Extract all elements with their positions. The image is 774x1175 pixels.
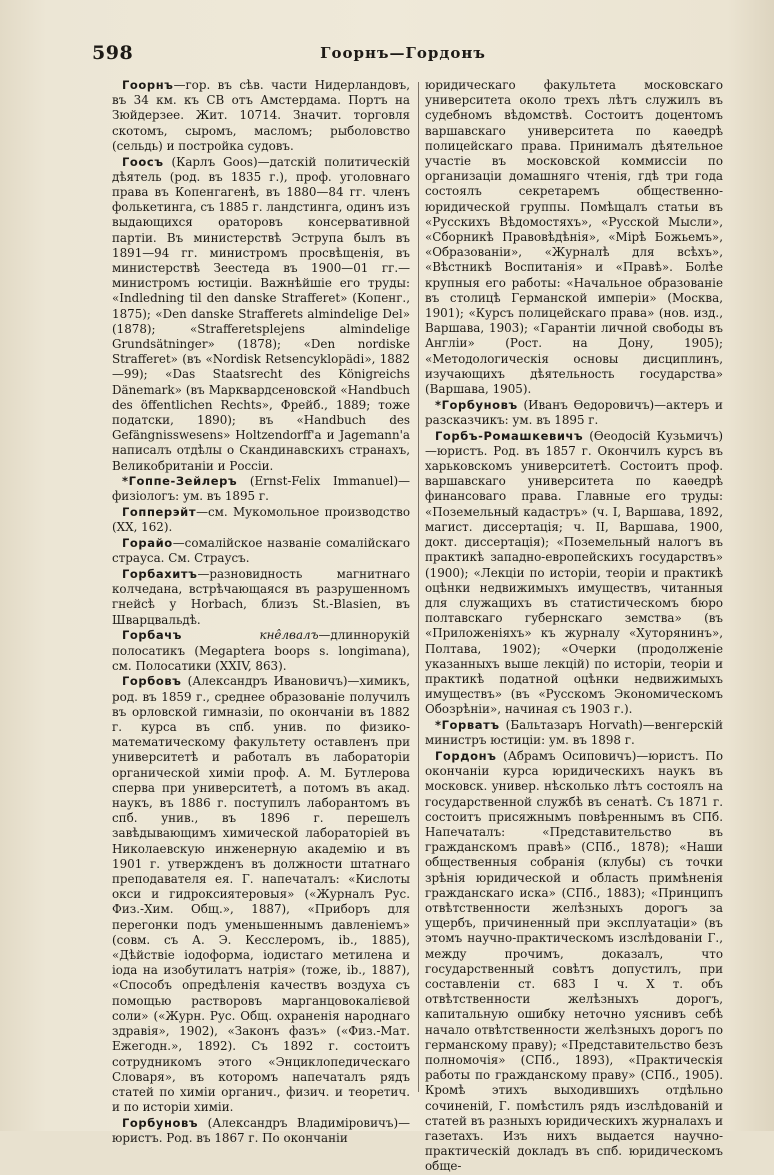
dictionary-entry bbox=[425, 749, 723, 1175]
page-header bbox=[92, 42, 714, 72]
dictionary-entry bbox=[112, 674, 410, 1115]
entry-text: юридическаго факультета московскаго университета около трехъ лѣтъ служилъ въ судебномъ вѣдомствѣ. Состоитъ доцентомъ варшавскаго университета по каѳедрѣ полицейскаго права. Принималъ дѣятельное участіе въ московской коммиссіи по организаціи домашняго чтенія, гдѣ три года состоялъ секретаремъ общественно-юридической группы. Помѣщалъ статьи въ «Русскихъ Вѣдомостяхъ», «Русской Мысли», «Сборникѣ Правовѣдѣнія», «Мірѣ Божьемъ», «Образованіи», «Журналѣ для всѣхъ», «Вѣстникѣ Воспитанія» и «Правѣ». Болѣе крупныя его работы: «Начальное образованіе въ столицѣ Германской имперіи» (Москва, 1901); «Курсъ полицейскаго права» (нов. изд., Варшава, 1903); «Гарантіи личной свободы въ Англіи» (Рост. на Дону, 1905); «Методологическія основы дисциплинъ, изучающихъ дѣятельность государства» (Варшава, 1905). bbox=[425, 78, 723, 397]
dictionary-entry bbox=[112, 155, 410, 474]
left-column bbox=[112, 78, 410, 1146]
dictionary-entry bbox=[425, 429, 723, 718]
entry-text: —длиннорукій полосатикъ (Megaptera boops s. longimana), см. Полосатики (XXIV, 863). bbox=[112, 628, 410, 673]
text-columns bbox=[112, 78, 737, 1174]
dictionary-entry bbox=[112, 536, 410, 566]
entry-headword: Гопперэйт bbox=[122, 505, 197, 520]
entry-text: —см. Мукомольное производство (XX, 162). bbox=[112, 505, 410, 535]
entry-headword: *Гоппе-Зейлеръ bbox=[122, 474, 238, 489]
dictionary-entry bbox=[425, 78, 723, 397]
entry-text: (Абрамъ Осиповичъ)—юристъ. По окончаніи курса юридическихъ наукъ въ московск. универ. нѣсколько лѣтъ состоялъ на государственной службѣ въ сенатѣ. Съ 1871 г. состоитъ присяжнымъ повѣреннымъ въ СПб. Напечаталъ: «Представительство въ гражданскомъ правѣ» (СПб., 1878); «Наши общественныя собранія (клубы) съ точки зрѣнія юридической и область примѣненія гражданскаго иска» (СПб., 1883); «Принципъ отвѣтственности желѣзныхъ дорогъ за ущербъ, причиненный при эксплуатаціи» (въ этомъ научно-практическомъ изслѣдованіи Г., между прочимъ, доказалъ, что государственный совѣтъ допустилъ, при составленіи ст. 683 I ч. X т. объ отвѣтственности желѣзныхъ дорогъ, капитальную ошибку неточно уяснивъ себѣ начало отвѣтственности желѣзныхъ дорогъ по германскому праву); «Представительство безъ полномочія» (СПб., 1893), «Практическія работы по гражданскому праву» (СПб., 1905). Кромѣ этихъ выходившихъ отдѣльно сочиненій, Г. помѣстилъ рядъ изслѣдованій и статей въ разныхъ юридическихъ журналахъ и газетахъ. Изъ нихъ выдается научно-практическій докладъ въ спб. юридическомъ обще- bbox=[425, 748, 723, 1174]
entry-text: (Ernst-Felix Immanuel)—физіологъ: ум. въ 1895 г. bbox=[112, 474, 410, 504]
entry-headword: Гордонъ bbox=[435, 748, 497, 763]
dictionary-entry bbox=[112, 78, 410, 154]
entry-text: —разновидность магнитнаго колчедана, встрѣчающаяся въ разрушенномъ гнейсѣ у Horbach, близъ St.-Blasien, въ Шварцвальдѣ. bbox=[112, 567, 410, 627]
entry-headword: *Горватъ bbox=[435, 718, 500, 733]
dictionary-entry bbox=[112, 1116, 410, 1146]
entry-headword: Горбъ-Ромашкевичъ bbox=[435, 428, 584, 443]
entry-headword: Горбовъ bbox=[122, 674, 182, 689]
entry-gloss: кнêлвалъ bbox=[182, 628, 319, 643]
entry-text: (Александръ Владиміровичъ)—юристъ. Род. въ 1867 г. По окончаніи bbox=[112, 1115, 410, 1146]
column-divider bbox=[418, 82, 419, 1092]
dictionary-entry bbox=[112, 628, 410, 674]
entry-text: (Ѳеодосій Кузьмичъ)—юристъ. Род. въ 1857 г. Окончилъ курсъ въ харьковскомъ университетѣ. Состоитъ проф. варшавскаго университета по каѳедрѣ финансоваго права. Главные его труды: «Поземельный кадастръ» (ч. I, Варшава, 1892, магист. диссертація; ч. II, Варшава, 1900, докт. диссертація); «Поземельный налогъ въ практикѣ западно-европейскихъ государствъ» (1900); «Лекціи по исторіи, теоріи и практикѣ оцѣнки недвижимыхъ имуществъ, читанныя для служащихъ въ статистическомъ бюро полтавскаго губернскаго земства» (въ «Приложеніяхъ» къ журналу «Хуторянинъ», Полтава, 1902); «Очерки (продолженіе указанныхъ выше лекцій) по исторіи, теоріи и практикѣ податной оцѣнки недвижимыхъ имуществъ» (въ «Русскомъ Экономическомъ Обозрѣніи», начиная съ 1903 г.). bbox=[425, 428, 723, 717]
dictionary-entry bbox=[112, 567, 410, 628]
entry-text: (Карлъ Goos)—датскій политическій дѣятель (род. въ 1835 г.), проф. уголовнаго права въ Копенгагенѣ, въ 1880—84 гг. членъ фолькетинга, съ 1885 г. ландстинга, одинъ изъ выдающихся ораторовъ консервативной партіи. Въ министерствѣ Эструпа былъ въ 1891—94 гг. министромъ просвѣщенія, въ министерствѣ Зеестеда въ 1900—01 гг.—министромъ юстиціи. Важнѣйшіе его труды: «Indledning til den danske Strafferet» (Копенг., 1875); «Den danske Strafferets almindelige Del» (1878); «Strafferetsplejens almindelige Grundsätninger» (1878); «Den nordiske Strafferet» (въ «Nordisk Retsencyklopädi», 1882—99); «Das Staatsrecht des Königreichs Dänemark» (въ Марквардсеновской «Handbuch des öffentlichen Rechts», Фрейб., 1889; тоже податски, 1890); въ «Handbuch des Gefängnisswesens» Holtzendorff'а и Jagemann'а написалъ отдѣлы о Скандинавскихъ странахъ, Великобританіи и Россіи. bbox=[112, 154, 410, 473]
entry-headword: Горайо bbox=[122, 536, 173, 551]
entry-headword: Горбуновъ bbox=[122, 1115, 199, 1130]
entry-headword: Гоорнъ bbox=[122, 78, 174, 92]
entry-text: —гор. въ сѣв. части Нидерландовъ, въ 34 км. къ СВ отъ Амстердама. Портъ на Зюйдерзее. Жит. 10714. Значит. торговля скотомъ, сыромъ, масломъ; рыболовство (сельдь) и постройка судовъ. bbox=[112, 78, 410, 153]
entry-text: —сомалійское названіе сомалійскаго страуса. См. Страусъ. bbox=[112, 536, 410, 566]
entry-headword: Горбачъ bbox=[122, 628, 182, 643]
right-column bbox=[425, 78, 723, 1174]
dictionary-entry bbox=[112, 474, 410, 504]
running-head: Гоорнъ—Гордонъ bbox=[320, 44, 486, 62]
dictionary-entry bbox=[425, 398, 723, 428]
entry-headword: Горбахитъ bbox=[122, 567, 198, 581]
entry-headword: Гоосъ bbox=[122, 154, 164, 169]
entry-headword: *Горбуновъ bbox=[435, 397, 518, 412]
dictionary-entry bbox=[112, 505, 410, 535]
dictionary-entry bbox=[425, 718, 723, 748]
entry-text: (Бальтазаръ Horvath)—венгерскій министръ юстиціи: ум. въ 1898 г. bbox=[425, 718, 723, 748]
entry-text: (Иванъ Ѳедоровичъ)—актеръ и разсказчикъ: ум. въ 1895 г. bbox=[425, 397, 723, 427]
page-number: 598 bbox=[92, 42, 134, 64]
entry-text: (Александръ Ивановичъ)—химикъ, род. въ 1859 г., среднее образованіе получилъ въ орловской гимназіи, по окончаніи въ 1882 г. курса въ спб. унив. по физико-математическому факультету оставленъ при университетѣ и работалъ въ лабораторіи органической химіи проф. А. М. Бутлерова сперва при университетѣ, а потомъ въ акад. наукъ, въ 1886 г. поступилъ лаборантомъ въ спб. унив., въ 1896 г. перешелъ завѣдывающимъ химической лабораторіей въ Николаевскую инженерную академію и въ 1901 г. утвержденъ въ должности штатнаго преподавателя ея. Г. напечаталъ: «Кислоты окси и гидроксиятеровыя» («Журналъ Рус. Физ.-Хим. Общ.», 1887), «Приборъ для перегонки подъ уменьшеннымъ давленіемъ» (совм. съ А. Э. Кесслеромъ, ib., 1885), «Дѣйствіе іодоформа, іодистаго метилена и іода на изобутилатъ натрія» (тоже, ib., 1887), «Способъ опредѣленія качествъ воздуха съ помощью растворовъ марганцовокалієвой соли» («Журн. Рус. Общ. охраненія народнаго здравія», 1902), «Законъ фазъ» («Физ.-Мат. Ежегодн.», 1892). Съ 1892 г. состоитъ сотрудникомъ этого «Энциклопедическаго Словаря», въ которомъ напечаталъ рядъ статей по химіи органич., физич. и теоретич. и по исторіи химіи. bbox=[112, 674, 410, 1115]
